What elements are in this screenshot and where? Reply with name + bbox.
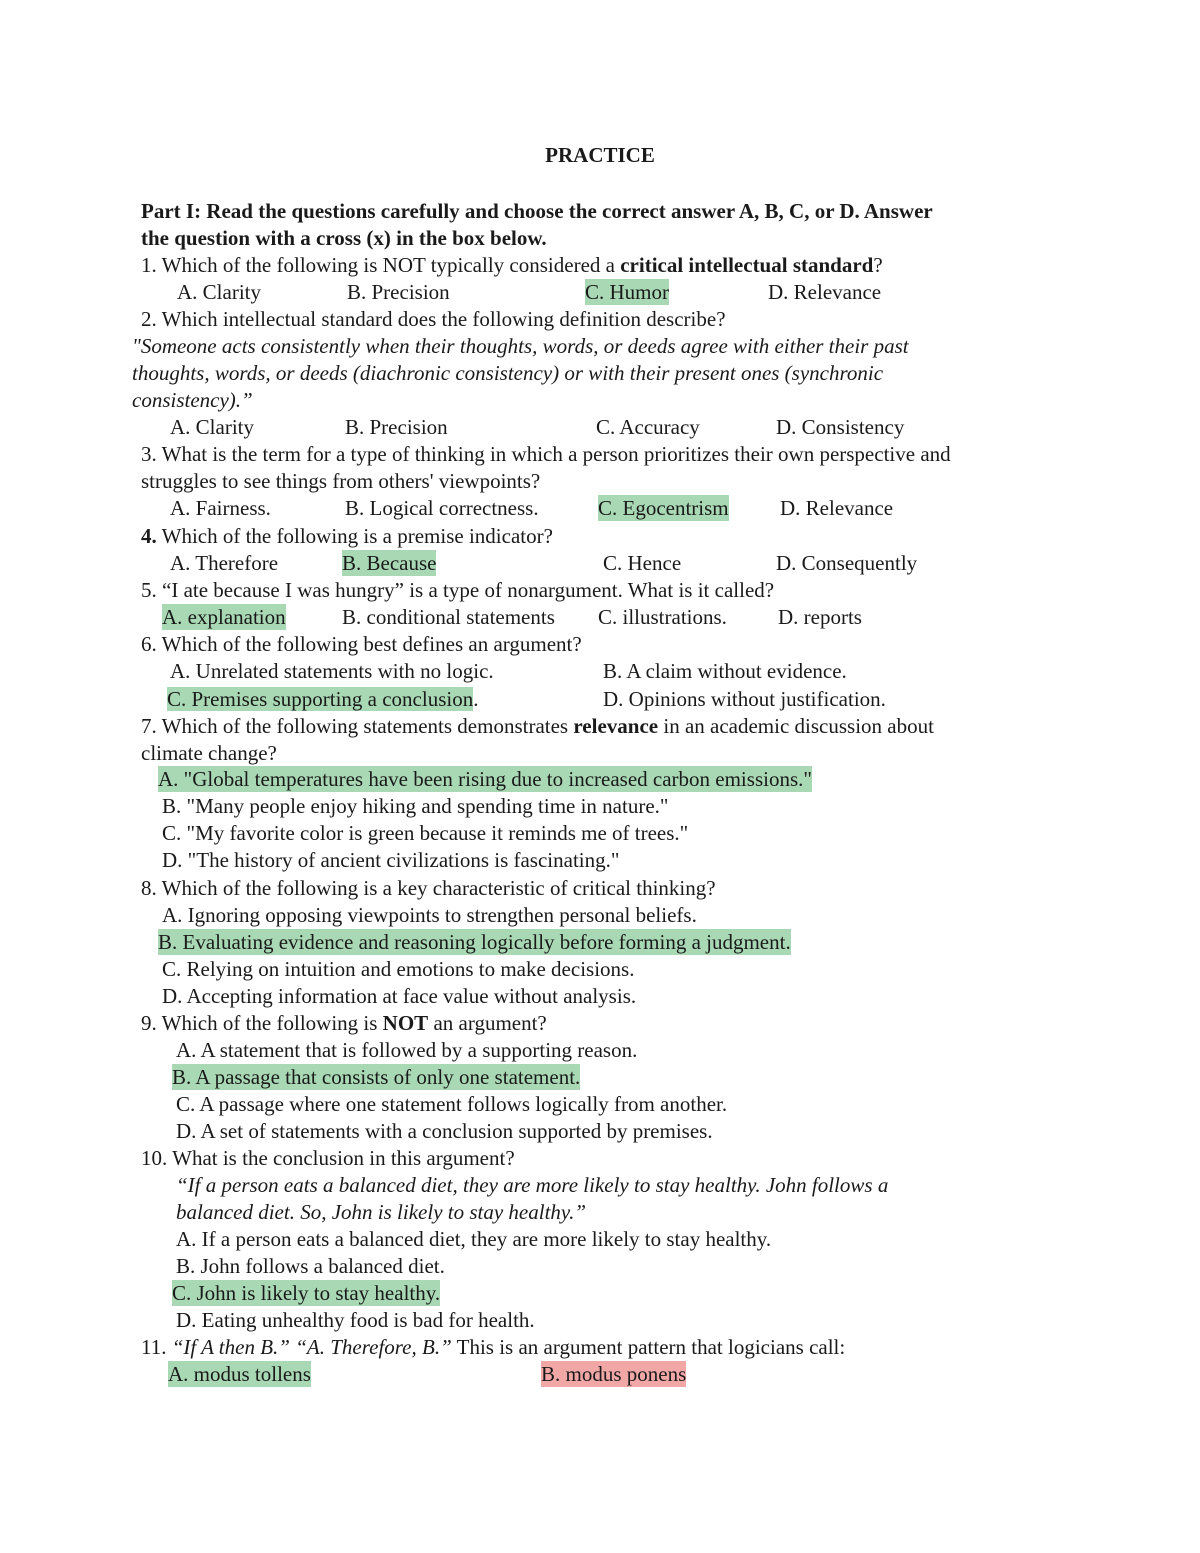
question-7-option-b: B. "Many people enjoy hiking and spending time in nature.": [162, 794, 669, 818]
question-1-text: 1. Which of the following is NOT typically considered a: [141, 253, 621, 277]
question-4-option-a: A. Therefore: [170, 551, 279, 575]
question-9-text: 9. Which of the following is: [141, 1011, 383, 1035]
question-10-option-a: A. If a person eats a balanced diet, they are more likely to stay healthy.: [176, 1227, 772, 1251]
question-3-option-d: D. Relevance: [780, 496, 894, 520]
question-4-stem: [141, 523, 553, 549]
question-1-bold-term: critical intellectual standard: [620, 253, 874, 277]
question-7-text: 7. Which of the following statements demonstrates: [141, 714, 574, 738]
question-8-stem: 8. Which of the following is a key characteristic of critical thinking?: [141, 876, 716, 900]
question-4-option-c: C. Hence: [603, 551, 682, 575]
question-6-stem: 6. Which of the following best defines an argument?: [141, 632, 582, 656]
question-2-quote-line-1: "Someone acts consistently when their thoughts, words, or deeds agree with either their past: [132, 334, 909, 358]
question-10-stem: 10. What is the conclusion in this argument?: [141, 1146, 515, 1170]
question-4-number: 4.: [141, 524, 157, 548]
question-6-option-c-correct: [167, 686, 478, 712]
question-3-stem-line-1: 3. What is the term for a type of thinking in which a person prioritizes their own perspective and: [141, 442, 951, 466]
question-11-option-b-highlighted-red: B. modus ponens: [541, 1362, 687, 1386]
question-2-option-a: A. Clarity: [170, 415, 254, 439]
instructions-line-1: Part I: Read the questions carefully and choose the correct answer A, B, C, or D. Answer: [141, 199, 933, 223]
question-9-bold-term: NOT: [382, 1011, 429, 1035]
question-6-option-b: B. A claim without evidence.: [603, 659, 847, 683]
question-10-quote-line-1: “If a person eats a balanced diet, they are more likely to stay healthy. John follows a: [176, 1173, 889, 1197]
question-4-text: Which of the following is a premise indicator?: [156, 524, 553, 548]
question-2-option-b: B. Precision: [345, 415, 448, 439]
question-10-quote-line-2: balanced diet. So, John is likely to stay healthy.”: [176, 1200, 587, 1224]
question-7-bold-term: relevance: [573, 714, 659, 738]
question-9-option-a: A. A statement that is followed by a supporting reason.: [176, 1038, 638, 1062]
question-2-option-d: D. Consistency: [776, 415, 905, 439]
question-2-option-c: C. Accuracy: [596, 415, 700, 439]
question-4-option-b-correct: B. Because: [342, 551, 437, 575]
question-7-option-d: D. "The history of ancient civilizations is fascinating.": [162, 848, 620, 872]
question-1-option-c-correct: C. Humor: [585, 280, 669, 304]
question-1-text-end: ?: [873, 253, 883, 277]
question-7-stem-line-2: climate change?: [141, 741, 277, 765]
question-6-option-a: A. Unrelated statements with no logic.: [170, 659, 494, 683]
question-10-option-d: D. Eating unhealthy food is bad for health.: [176, 1308, 535, 1332]
question-7-text-end: in an academic discussion about: [658, 714, 934, 738]
question-9-option-b-correct: B. A passage that consists of only one statement.: [172, 1065, 581, 1089]
question-6-option-d: D. Opinions without justification.: [603, 687, 886, 711]
question-5-option-b: B. conditional statements: [342, 605, 555, 629]
question-11-option-a-highlighted: A. modus tollens: [168, 1362, 311, 1386]
question-5-stem: 5. “I ate because I was hungry” is a type of nonargument. What is it called?: [141, 578, 775, 602]
question-2-quote-line-2: thoughts, words, or deeds (diachronic consistency) or with their present ones (synchronic: [132, 361, 884, 385]
page-title: PRACTICE: [545, 143, 655, 167]
question-5-option-a-correct: A. explanation: [162, 605, 286, 629]
question-9-text-end: an argument?: [428, 1011, 547, 1035]
question-6-option-c-text: C. Premises supporting a conclusion: [167, 687, 474, 711]
question-8-option-a: A. Ignoring opposing viewpoints to strengthen personal beliefs.: [162, 903, 697, 927]
question-3-option-b: B. Logical correctness.: [345, 496, 539, 520]
question-11-text-end: This is an argument pattern that logicians call:: [451, 1335, 846, 1359]
question-3-option-c-correct: C. Egocentrism: [598, 496, 729, 520]
question-7-stem: [141, 713, 934, 739]
question-7-option-c: C. "My favorite color is green because it reminds me of trees.": [162, 821, 689, 845]
question-1-option-d: D. Relevance: [768, 280, 882, 304]
question-9-stem: [141, 1010, 547, 1036]
question-2-stem: 2. Which intellectual standard does the following definition describe?: [141, 307, 726, 331]
question-2-quote-line-3: consistency).”: [132, 388, 253, 412]
question-11-pattern: “If A then B.” “A. Therefore, B.”: [171, 1335, 452, 1359]
question-3-stem-line-2: struggles to see things from others' viewpoints?: [141, 469, 541, 493]
question-10-option-c-correct: C. John is likely to stay healthy.: [172, 1281, 441, 1305]
question-9-option-d: D. A set of statements with a conclusion supported by premises.: [176, 1119, 713, 1143]
question-10-option-b: B. John follows a balanced diet.: [176, 1254, 445, 1278]
question-11-number: 11.: [141, 1335, 172, 1359]
question-8-option-d: D. Accepting information at face value without analysis.: [162, 984, 637, 1008]
question-4-option-d: D. Consequently: [776, 551, 918, 575]
question-11-stem: [141, 1334, 845, 1360]
question-7-option-a-correct: A. "Global temperatures have been rising due to increased carbon emissions.": [158, 767, 812, 791]
question-1-option-a: A. Clarity: [177, 280, 261, 304]
question-8-option-b-correct: B. Evaluating evidence and reasoning logically before forming a judgment.: [158, 930, 791, 954]
question-5-option-d: D. reports: [778, 605, 862, 629]
question-8-option-c: C. Relying on intuition and emotions to make decisions.: [162, 957, 635, 981]
question-5-option-c: C. illustrations.: [598, 605, 727, 629]
question-3-option-a: A. Fairness.: [170, 496, 271, 520]
question-1-option-b: B. Precision: [347, 280, 450, 304]
question-9-option-c: C. A passage where one statement follows logically from another.: [176, 1092, 728, 1116]
question-1-stem: [141, 252, 883, 278]
instructions-line-2: the question with a cross (x) in the box below.: [141, 226, 547, 250]
question-6-option-c-period: .: [473, 687, 479, 711]
